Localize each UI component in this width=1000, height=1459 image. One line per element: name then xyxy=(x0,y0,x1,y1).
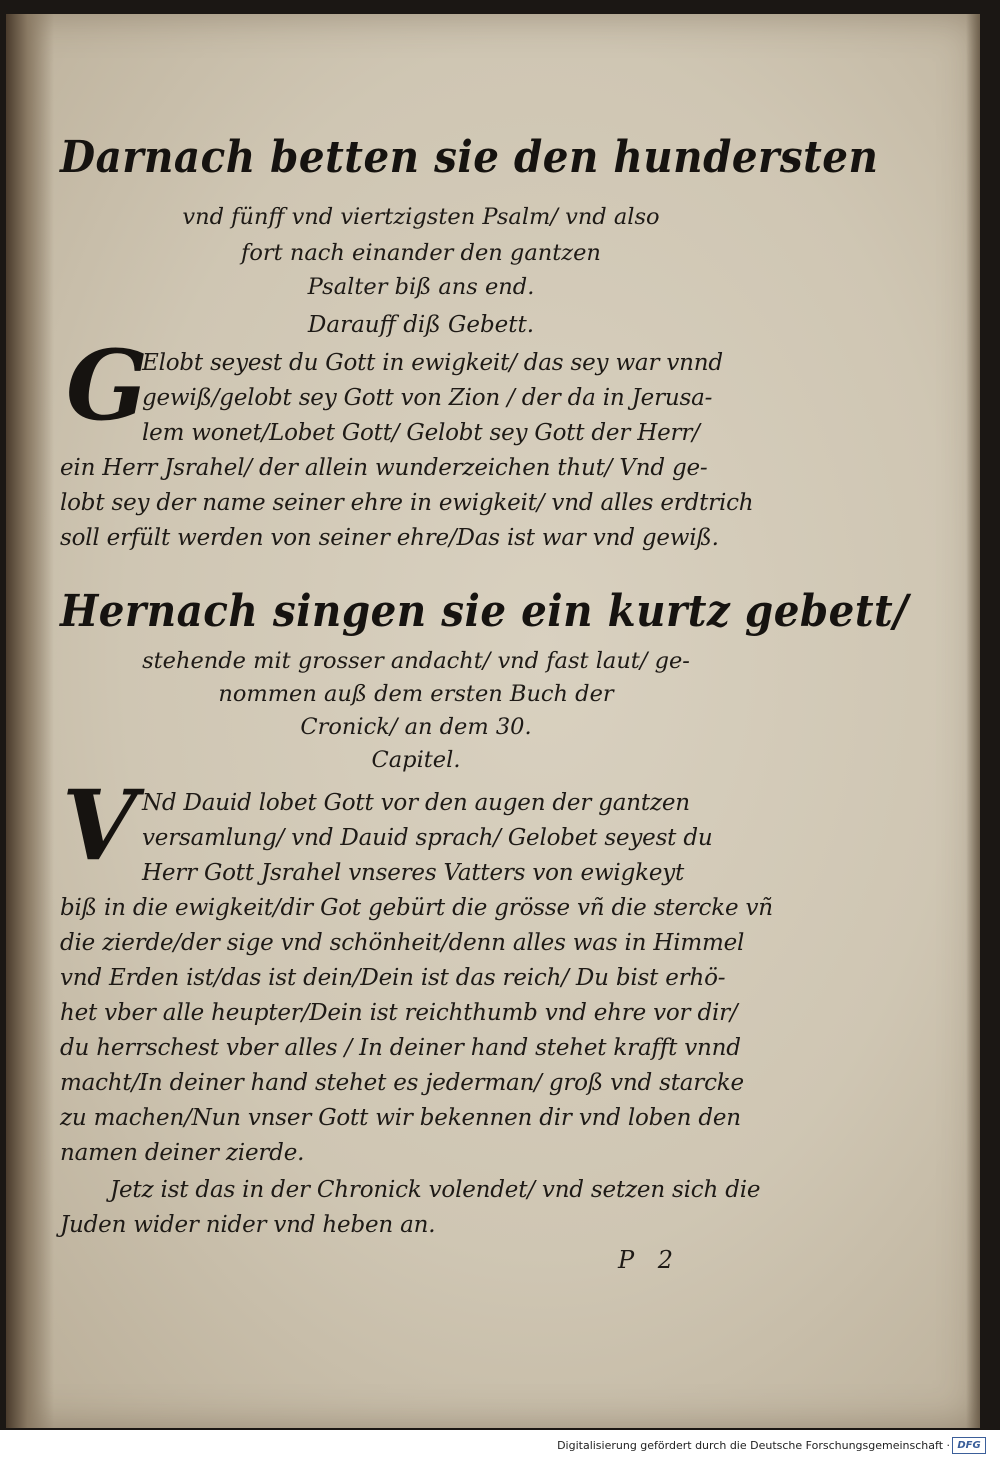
dfg-logo: DFG xyxy=(952,1437,986,1454)
para2-line-4: biß in die ewigkeit/dir Got gebürt die grösse vñ die stercke vñ xyxy=(60,895,773,921)
heading-2-line-4: Capitel. xyxy=(371,747,461,773)
heading-1-line-2: fort nach einander den gantzen xyxy=(241,240,601,266)
para1-line-5: lobt sey der name seiner ehre in ewigkeit/ vnd alles erdtrich xyxy=(60,490,754,516)
heading-2-line-1: stehende mit grosser andacht/ vnd fast laut/ ge- xyxy=(142,648,690,674)
para2-line-3: Herr Gott Jsrahel vnseres Vatters von ewigkeyt xyxy=(142,860,685,886)
footer-funding-text: Digitalisierung gefördert durch die Deutsche Forschungsgemeinschaft · xyxy=(557,1439,950,1452)
para1-line-2: gewiß/gelobt sey Gott von Zion / der da in Jerusa- xyxy=(142,385,713,411)
heading-1-line-1: vnd fünff vnd viertzigsten Psalm/ vnd also xyxy=(182,204,660,230)
para3-line-2: Juden wider nider vnd heben an. xyxy=(60,1212,436,1238)
para2-line-2: versamlung/ vnd Dauid sprach/ Gelobet seyest du xyxy=(142,825,713,851)
drop-cap-g: G xyxy=(66,329,148,442)
para2-line-5: die zierde/der sige vnd schönheit/denn alles was in Himmel xyxy=(60,930,745,956)
para1-line-1: Elobt seyest du Gott in ewigkeit/ das sey war vnnd xyxy=(142,350,723,376)
para2-line-7: het vber alle heupter/Dein ist reichthumb vnd ehre vor dir/ xyxy=(60,1000,738,1026)
para2-line-8: du herrschest vber alles / In deiner hand stehet krafft vnnd xyxy=(60,1035,741,1061)
drop-cap-v: V xyxy=(62,769,137,882)
para3-line-1: Jetz ist das in der Chronick volendet/ vnd setzen sich die xyxy=(110,1177,761,1203)
page-gutter-shadow xyxy=(6,14,54,1428)
book-page xyxy=(6,14,980,1428)
heading-2-title: Hernach singen sie ein kurtz gebett/ xyxy=(60,586,909,637)
footer-bar xyxy=(0,1430,1000,1459)
prayer-title: Darauff diß Gebett. xyxy=(307,312,535,338)
heading-2-line-3: Cronick/ an dem 30. xyxy=(300,714,532,740)
para2-line-10: zu machen/Nun vnser Gott wir bekennen dir vnd loben den xyxy=(60,1105,741,1131)
para2-line-9: macht/In deiner hand stehet es jederman/ groß vnd starcke xyxy=(60,1070,744,1096)
page-edge-shadow xyxy=(966,14,980,1428)
heading-2-line-2: nommen auß dem ersten Buch der xyxy=(218,681,614,707)
para2-line-1: Nd Dauid lobet Gott vor den augen der gantzen xyxy=(142,790,690,816)
para1-line-3: lem wonet/Lobet Gott/ Gelobt sey Gott der Herr/ xyxy=(142,420,700,446)
heading-1-title: Darnach betten sie den hundersten xyxy=(60,132,879,183)
heading-1-line-3: Psalter biß ans end. xyxy=(307,274,535,300)
para1-line-6: soll erfült werden von seiner ehre/Das ist war vnd gewiß. xyxy=(60,525,719,551)
para1-line-4: ein Herr Jsrahel/ der allein wunderzeichen thut/ Vnd ge- xyxy=(60,455,708,481)
signature-mark: P 2 xyxy=(618,1246,674,1274)
para2-line-11: namen deiner zierde. xyxy=(60,1140,305,1166)
para2-line-6: vnd Erden ist/das ist dein/Dein ist das reich/ Du bist erhö- xyxy=(60,965,726,991)
